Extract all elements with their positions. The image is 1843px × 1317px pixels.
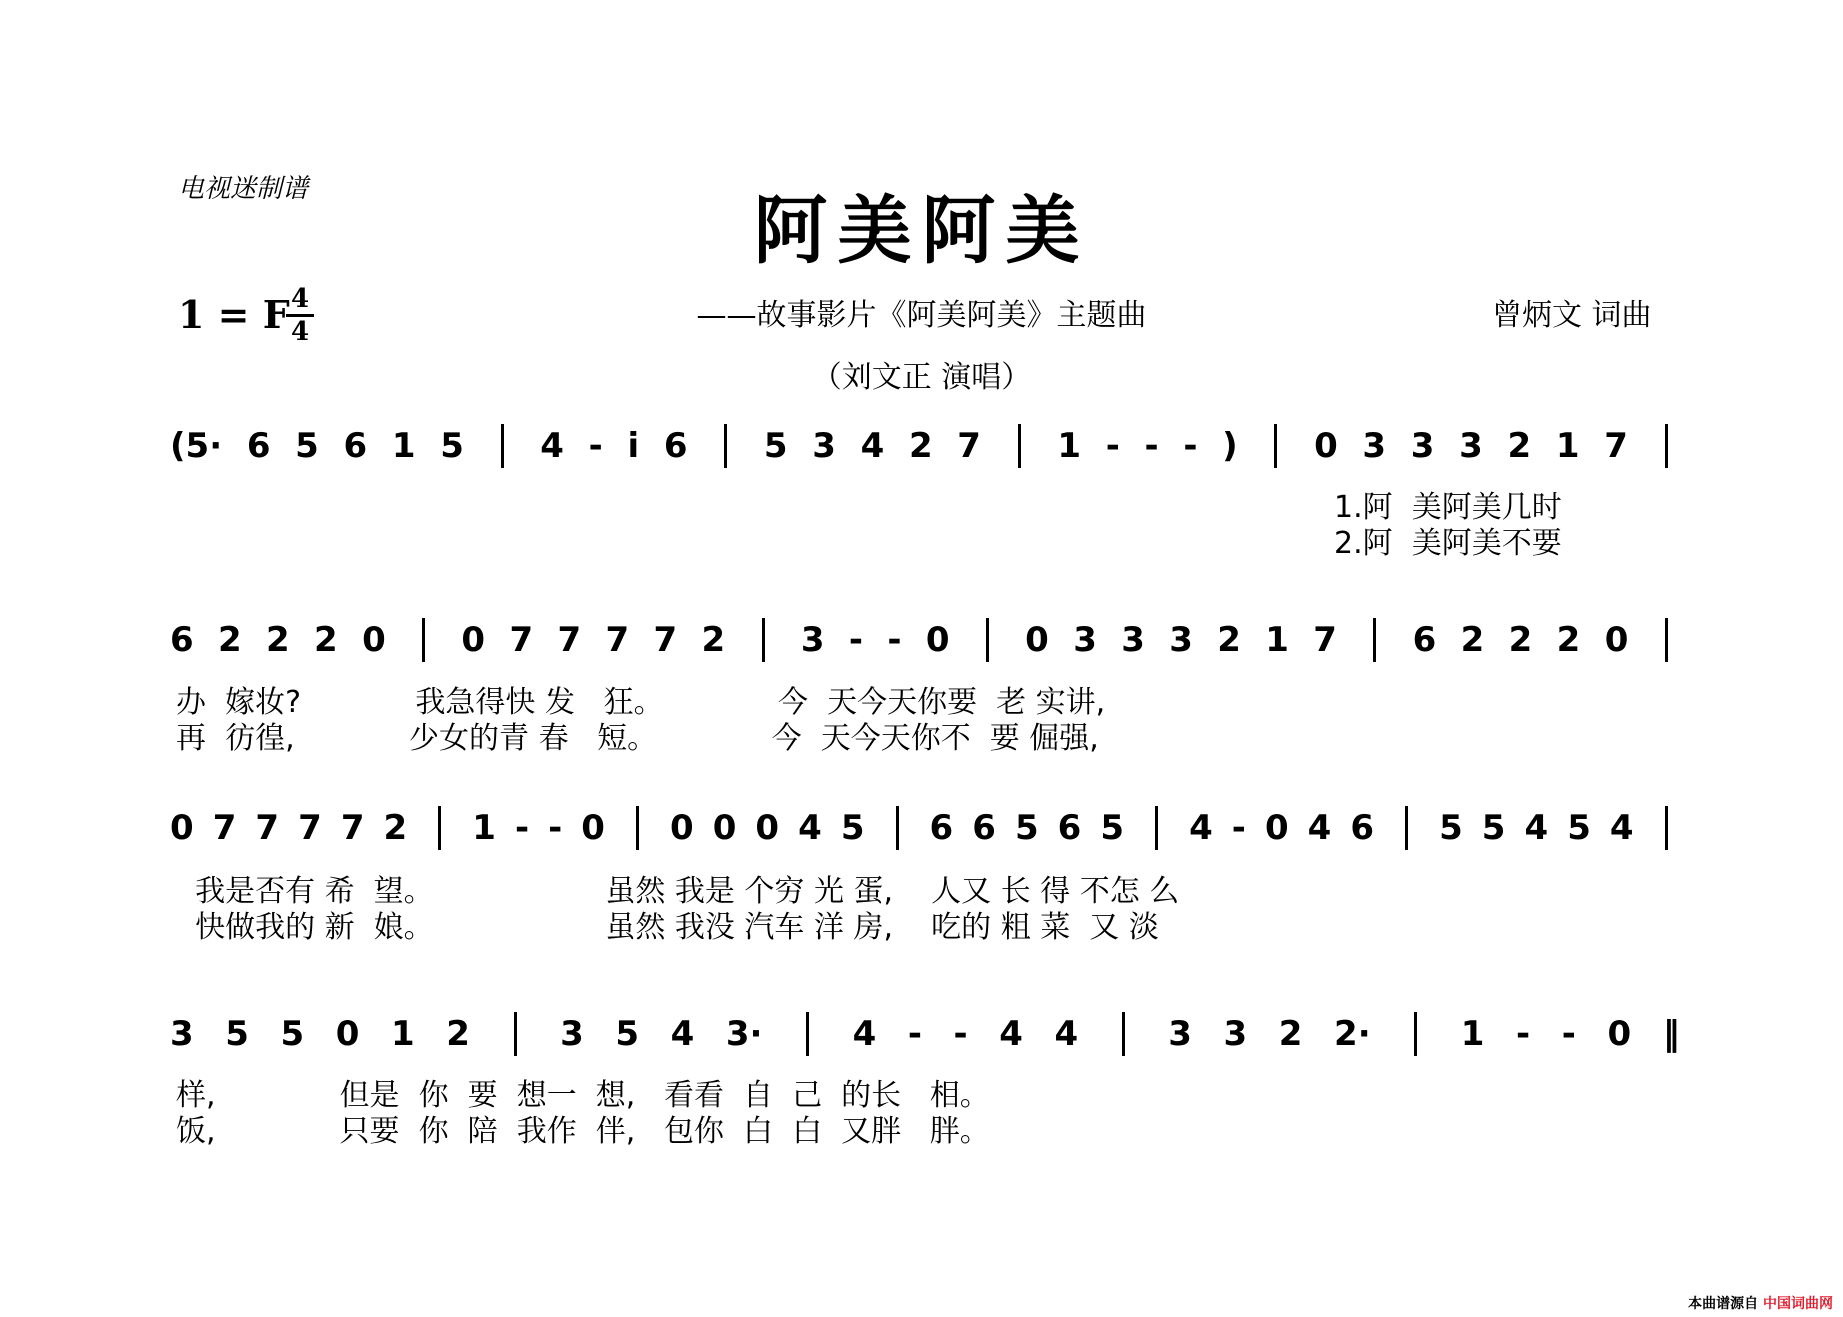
note: 7: [957, 426, 981, 466]
note: i: [627, 426, 640, 466]
lyrics-line-3-verse-1: 我是否有 希 望。 虽然 我是 个穷 光 蛋, 人又 长 得 不怎 么: [176, 874, 1180, 909]
note: 4: [1524, 808, 1549, 848]
note: 3: [1121, 620, 1145, 660]
note: 3: [1459, 426, 1483, 466]
note: 5: [1567, 808, 1591, 848]
note: -: [1231, 808, 1246, 848]
note: 4: [1609, 808, 1634, 848]
bar-line: [438, 806, 441, 850]
score-line-2: [170, 618, 1680, 662]
note: 5: [1100, 808, 1125, 848]
note: 4: [670, 1014, 695, 1054]
note: 0: [1314, 426, 1338, 466]
note: 7: [298, 808, 322, 848]
bar-line: [1414, 1012, 1417, 1056]
note: -: [1105, 426, 1120, 466]
note: 6: [343, 426, 368, 466]
lyrics-line-1-verse-2: 2.阿 美阿美不要: [1334, 526, 1562, 561]
bar-line: [1665, 806, 1668, 850]
note: 7: [509, 620, 534, 660]
note: 2: [266, 620, 290, 660]
note: 6: [246, 426, 271, 466]
note: 3: [1168, 1014, 1192, 1054]
note: 6: [1057, 808, 1082, 848]
lyrics-line-3-verse-2: 快做我的 新 娘。 虽然 我没 汽车 洋 房, 吃的 粗 菜 又 淡: [176, 910, 1159, 945]
singer-credit: （刘文正 演唱）: [811, 360, 1032, 395]
lyrics-line-1-verse-1: 1.阿 美阿美几时: [1334, 490, 1562, 525]
key-signature: 1 = F: [178, 292, 290, 337]
bar-line: [501, 424, 504, 468]
note: 0: [1025, 620, 1049, 660]
score-line-3: [170, 806, 1680, 850]
meter-bottom: 4: [290, 317, 310, 347]
note: 3: [1169, 620, 1193, 660]
note: 0: [755, 808, 780, 848]
note: 2: [383, 808, 408, 848]
note: 2: [446, 1014, 470, 1054]
note: 4: [540, 426, 564, 466]
note: ): [1222, 426, 1238, 466]
note: 7: [653, 620, 678, 660]
note: 5: [1014, 808, 1039, 848]
note: 1: [1057, 426, 1082, 466]
note: -: [1561, 1014, 1576, 1054]
note: -: [887, 620, 902, 660]
lyrics-line-2-verse-1: 办 嫁妆? 我急得快 发 狂。 今 天今天你要 老 实讲,: [176, 685, 1106, 720]
note: 2: [908, 426, 933, 466]
note: 4: [852, 1014, 877, 1054]
song-subtitle: ——故事影片《阿美阿美》主题曲: [696, 298, 1147, 333]
note: 0: [362, 620, 386, 660]
note: 4: [1054, 1014, 1079, 1054]
note: 7: [605, 620, 630, 660]
note: 3: [812, 426, 836, 466]
note: 4: [1189, 808, 1213, 848]
note: 3: [560, 1014, 584, 1054]
note: 2: [314, 620, 338, 660]
bar-line: [1405, 806, 1408, 850]
bar-line: [1155, 806, 1158, 850]
note: 2: [701, 620, 726, 660]
note: 0: [581, 808, 605, 848]
note: 0: [1604, 620, 1629, 660]
note: 7: [340, 808, 365, 848]
note: 7: [212, 808, 237, 848]
note: ‖: [1662, 1014, 1680, 1054]
bar-line: [636, 806, 639, 850]
note: 0: [712, 808, 737, 848]
bar-line: [422, 618, 425, 662]
meter-top: 4: [286, 286, 314, 317]
note: 7: [255, 808, 280, 848]
note: 2: [218, 620, 242, 660]
song-title: 阿美阿美: [753, 188, 1090, 274]
note: 2·: [1334, 1014, 1371, 1054]
note: 5: [295, 426, 319, 466]
note: 6: [663, 426, 688, 466]
note: 4: [999, 1014, 1023, 1054]
note: -: [848, 620, 863, 660]
note: 5: [840, 808, 865, 848]
note: 5: [763, 426, 788, 466]
note: -: [1144, 426, 1159, 466]
bar-line: [1665, 618, 1668, 662]
bar-line: [724, 424, 727, 468]
note: (5·: [170, 426, 223, 466]
note: 5: [225, 1014, 249, 1054]
note: 6: [929, 808, 954, 848]
note: -: [953, 1014, 968, 1054]
bar-line: [514, 1012, 517, 1056]
note: 3: [1223, 1014, 1248, 1054]
note: 5: [615, 1014, 639, 1054]
note: 5: [1439, 808, 1463, 848]
note: 2: [1556, 620, 1581, 660]
note: 0: [1607, 1014, 1632, 1054]
note: 2: [1460, 620, 1485, 660]
note: -: [514, 808, 530, 848]
note: 1: [472, 808, 496, 848]
note: 5: [440, 426, 464, 466]
note: 0: [670, 808, 694, 848]
note: 5: [1481, 808, 1506, 848]
lyrics-line-4-verse-2: 饭, 只要 你 陪 我作 伴, 包你 白 白 又胖 胖。: [176, 1114, 990, 1149]
bar-line: [1665, 424, 1668, 468]
note: 6: [1412, 620, 1437, 660]
score-line-4: [170, 1012, 1680, 1056]
note: 7: [1604, 426, 1628, 466]
composer-credit: 曾炳文 词曲: [1492, 298, 1652, 333]
lyrics-line-2-verse-2: 再 彷徨, 少女的青 春 短。 今 天今天你不 要 倔强,: [176, 721, 1099, 756]
source-site-link[interactable]: 中国词曲网: [1763, 1296, 1833, 1312]
source-footer: [1688, 1293, 1833, 1313]
lyrics-line-4-verse-1: 样, 但是 你 要 想一 想, 看看 自 己 的长 相。: [176, 1078, 990, 1113]
arranger-credit: 电视迷制谱: [178, 174, 309, 204]
note: 1: [391, 1014, 415, 1054]
note: 2: [1507, 426, 1532, 466]
note: 0: [335, 1014, 360, 1054]
note: 2: [1508, 620, 1533, 660]
note: 7: [1313, 620, 1337, 660]
note: 3·: [725, 1014, 763, 1054]
note: 3: [1410, 426, 1435, 466]
note: 2: [1278, 1014, 1303, 1054]
note: -: [907, 1014, 922, 1054]
note: 0: [170, 808, 194, 848]
note: 6: [972, 808, 996, 848]
note: 1: [391, 426, 416, 466]
note: 2: [1217, 620, 1241, 660]
note: -: [1183, 426, 1198, 466]
note: 0: [461, 620, 486, 660]
note: 1: [1555, 426, 1580, 466]
note: 3: [170, 1014, 194, 1054]
note: 3: [1362, 426, 1387, 466]
note: -: [548, 808, 563, 848]
note: 0: [1264, 808, 1289, 848]
note: -: [588, 426, 603, 466]
bar-line: [986, 618, 989, 662]
bar-line: [896, 806, 899, 850]
note: 1: [1460, 1014, 1485, 1054]
bar-line: [1274, 424, 1277, 468]
bar-line: [1018, 424, 1021, 468]
note: 4: [860, 426, 885, 466]
score-line-1: [170, 424, 1680, 468]
bar-line: [762, 618, 765, 662]
bar-line: [1122, 1012, 1125, 1056]
note: 4: [1307, 808, 1332, 848]
bar-line: [1373, 618, 1376, 662]
note: 6: [170, 620, 194, 660]
source-label: 本曲谱源自: [1688, 1296, 1759, 1312]
note: 4: [798, 808, 822, 848]
note: 6: [1350, 808, 1375, 848]
note: 5: [280, 1014, 305, 1054]
note: -: [1516, 1014, 1531, 1054]
note: 0: [925, 620, 950, 660]
note: 1: [1265, 620, 1289, 660]
note: 7: [557, 620, 582, 660]
bar-line: [806, 1012, 809, 1056]
note: 3: [800, 620, 825, 660]
note: 3: [1073, 620, 1097, 660]
